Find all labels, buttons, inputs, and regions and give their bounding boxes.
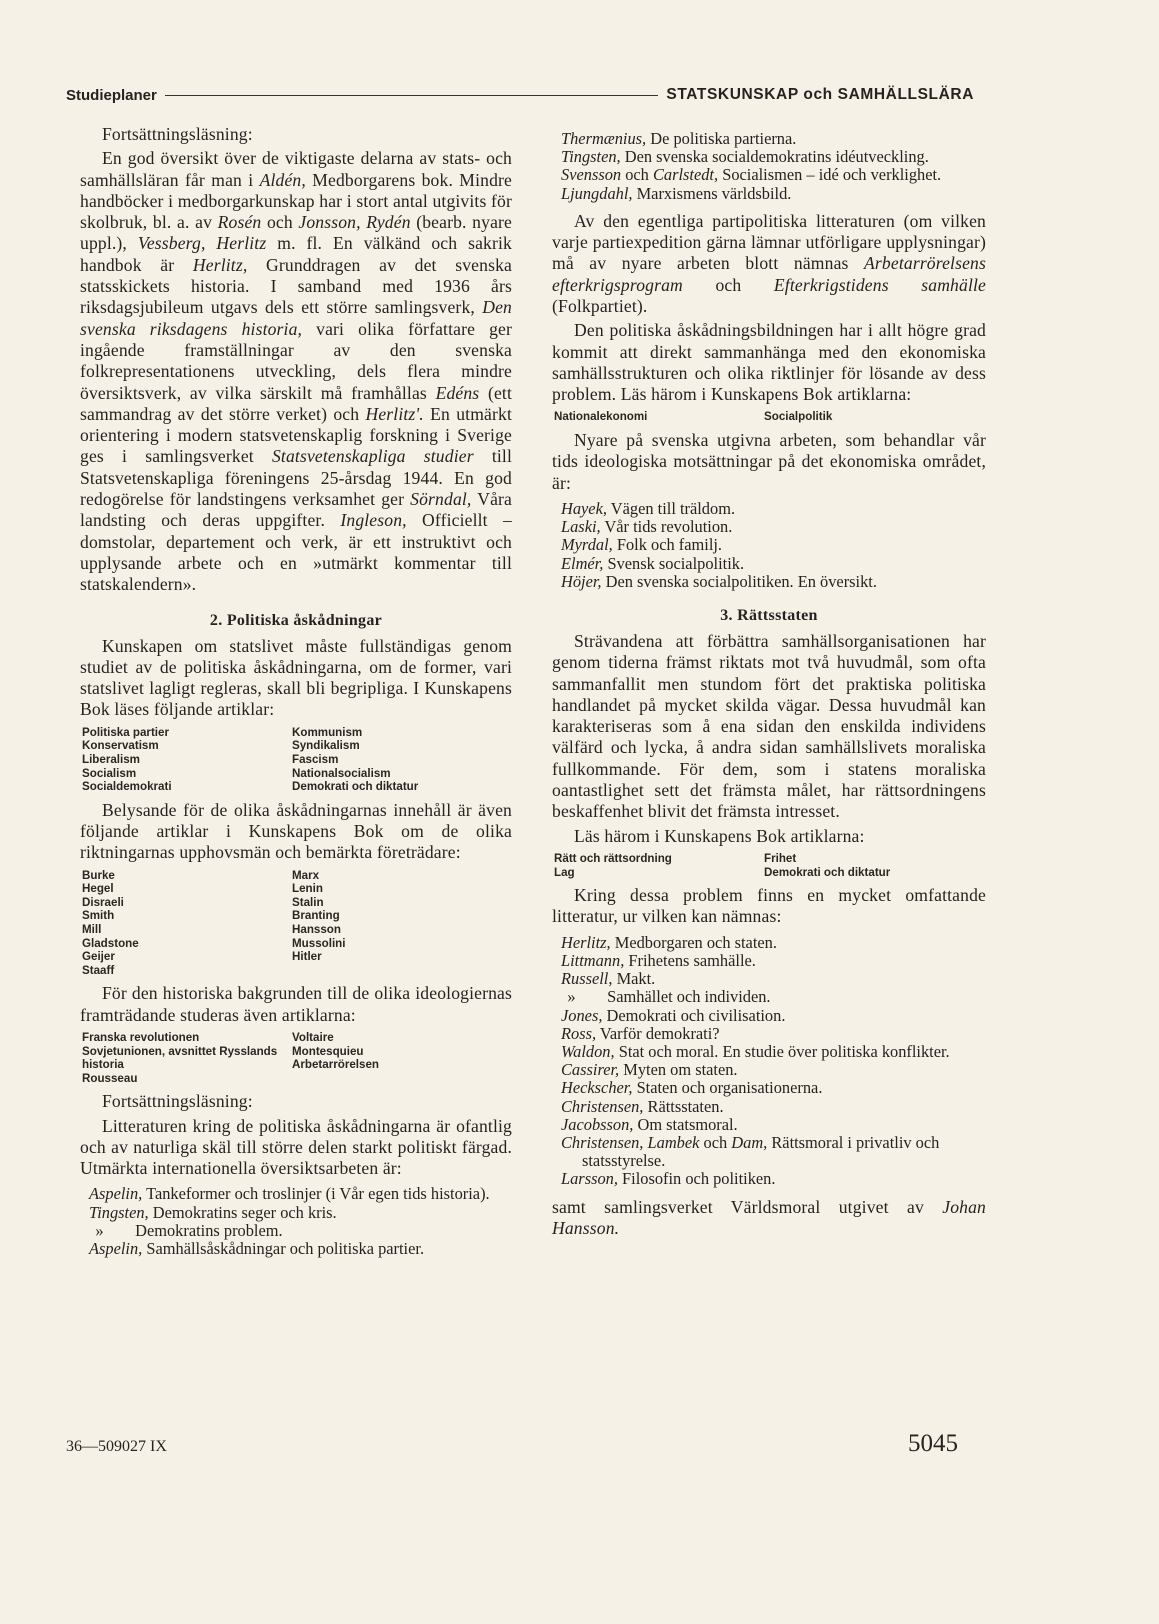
reference-title: Filosofin och politiken. (622, 1169, 776, 1189)
article-list-column (292, 726, 502, 794)
reference-author: Jacobsson, (561, 1114, 634, 1134)
reference-title: Tankeformer och troslinjer (i Vår egen tids historia). (146, 1184, 490, 1204)
reference-author: Höjer, (561, 571, 602, 591)
reference-author: Dam, (731, 1132, 768, 1152)
article-name: Voltaire (292, 1030, 334, 1044)
article-name: Hansson (292, 922, 341, 936)
italic-reference: Efterkrigstidens samhälle (773, 274, 986, 295)
reference-item (552, 1079, 986, 1097)
reference-item (552, 148, 986, 166)
article-list-column (554, 852, 764, 879)
reference-title: Medborgaren och staten. (614, 932, 777, 952)
text-run: Våra landsting och deras uppgifter. (80, 489, 512, 531)
article-name: Stalin (292, 895, 324, 909)
text-run: samt samlingsverket Världsmoral utgivet av (552, 1196, 943, 1217)
text-run: Strävandena att förbättra samhällsorganisationen har genom tiderna främst riktats mot två huvudmål, som ofta sammanfallit men stundom fört det praktiska politiska handlandet på mycket skilda vägar. Dessa huvudmål kan karakteriseras som å ena sidan den enskilda individens välfärd och lycka, å andra sidan samhällslivets moraliska fullkommande. För dem, som i statens moraliska oantastlighet sett det främsta målet, har rättsordningens beskaffenhet blivit det främsta intresset. (552, 630, 986, 822)
ditto-mark: » (567, 987, 576, 1007)
text-run: Fortsättningsläsning: (102, 1091, 253, 1112)
reference-author: Thermænius, (561, 129, 647, 148)
article-name: Syndikalism (292, 739, 360, 753)
left-column (80, 124, 512, 1266)
italic-reference: Herlitz, (192, 254, 248, 275)
article-name: Fascism (292, 752, 339, 766)
article-name: Arbetarrörelsen (292, 1058, 379, 1072)
section-heading: 3. Rättsstaten (720, 606, 818, 624)
section-heading: 2. Politiska åskådningar (209, 611, 383, 629)
article-name: Socialpolitik (764, 410, 833, 424)
reference-item (552, 1116, 986, 1134)
article-name: Hegel (82, 882, 114, 896)
article-name: Demokrati och diktatur (292, 780, 419, 794)
article-name: Lag (554, 865, 575, 879)
reference-title: Folk och familj. (616, 535, 723, 555)
reference-item (552, 1007, 986, 1025)
article-name: Nationalekonomi (554, 410, 648, 424)
article-list (82, 1031, 512, 1085)
reference-author: Laski, (561, 517, 601, 537)
reference-list (552, 934, 986, 1189)
italic-reference: Den svenska riksdagens historia, (80, 297, 512, 339)
italic-reference: Johan Hansson. (552, 1196, 986, 1238)
article-list-column (292, 869, 502, 978)
text-run: Kring dessa problem finns en mycket omfattande litteratur, ur vilken kan nämnas: (552, 885, 986, 927)
reference-author: Christensen, (561, 1096, 644, 1116)
reference-item (552, 130, 986, 148)
paragraph (552, 1197, 986, 1240)
text-run: Läs härom i Kunskapens Bok artiklarna: (574, 825, 865, 846)
text-run: (Folkpartiet). (552, 296, 648, 316)
reference-author: Jones, (561, 1005, 603, 1025)
paragraph (80, 800, 512, 864)
text-run: vari olika författare ger ingående framställningar av den svenska folkrepresentationens utveckling, dels flera mindre översiktsverk, av vilka särskilt må framhållas (80, 318, 512, 403)
article-name: Franska revolutionen (82, 1030, 200, 1044)
text-run: Den politiska åskådningsbildningen har i allt högre grad kommit att direkt sammanhänga med den ekonomiska samhällsstrukturen och olika riktlinjer för lösande av dess problem. Läs härom i Kunskapens Bok artiklarna: (552, 320, 986, 405)
italic-reference: Vessberg, Herlitz (137, 233, 267, 254)
reference-title: Vår tids revolution. (604, 517, 733, 537)
reference-item (552, 988, 986, 1006)
text-run: Litteraturen kring de politiska åskådningarna är ofantlig och av naturliga skäl till större delen starkt politiskt färgad. Utmärkta internationella översiktsarbeten är: (80, 1115, 512, 1179)
article-name: Liberalism (82, 752, 140, 766)
article-name: Burke (82, 868, 115, 882)
header-section-label: Studieplaner (66, 86, 157, 104)
reference-author: Elmér, (561, 553, 604, 573)
reference-author: Russell, (561, 969, 613, 989)
reference-title: Makt. (616, 969, 656, 989)
article-name: Rousseau (82, 1071, 138, 1085)
text-run: En utmärkt orientering i modern statsvetenskaplig forskning i Sverige ges i samlingsverket (80, 403, 512, 467)
article-name: Mill (82, 922, 102, 936)
italic-reference: Ingleson, (340, 510, 407, 531)
paragraph (552, 631, 986, 823)
article-name: Frihet (764, 851, 797, 865)
paragraph (552, 320, 986, 405)
reference-title: De politiska partierna. (650, 129, 797, 148)
reference-title: Socialismen – idé och verklighet. (722, 165, 942, 185)
paragraph (552, 826, 986, 847)
reference-author: Myrdal, (561, 535, 613, 555)
text-run: Belysande för de olika åskådningarnas innehåll är även följande artiklar i Kunskapens Bok om de olika riktningarnas upphovsmän och bemärkta företrädare: (80, 799, 512, 863)
italic-reference: Aldén, (259, 169, 306, 190)
paragraph (80, 148, 512, 595)
italic-reference: Arbetarrörelsens efterkrigsprogram (552, 253, 986, 295)
reference-title: Rättsmoral i privatliv och statsstyrelse. (582, 1132, 940, 1171)
article-name: Marx (292, 868, 320, 882)
reference-item (80, 1204, 512, 1222)
reference-title: Stat och moral. En studie över politiska konflikter. (618, 1041, 950, 1061)
article-name: Politiska partier (82, 725, 169, 739)
reference-item (552, 185, 986, 203)
reference-author: Cassirer, (561, 1060, 620, 1080)
reference-item (552, 536, 986, 554)
reference-item (552, 934, 986, 952)
reference-item (80, 1185, 512, 1203)
reference-title: Demokratins problem. (135, 1220, 283, 1240)
reference-item (552, 970, 986, 988)
reference-author: Littmann, (561, 950, 625, 970)
text-run: (ett sammandrag av det större verket) och (80, 382, 513, 424)
reference-title: Demokrati och civilisation. (606, 1005, 786, 1025)
running-header (66, 86, 974, 104)
text-run: Kunskapen om statslivet måste fullständigas genom studiet av de politiska åskådningarna, om de former, vari statslivet lagligt regleras, skall bli begripliga. I Kunskapens Bok läses följande artiklar: (80, 635, 512, 720)
reference-author: Tingsten, (89, 1202, 149, 1222)
reference-author: Svensson (561, 165, 622, 185)
text-run: Nyare på svenska utgivna arbeten, som behandlar vår tids ideologiska motsättningar på det ekonomiska området, är: (552, 430, 986, 493)
text-run: och (261, 212, 299, 233)
article-list (554, 410, 986, 424)
reference-item (552, 1134, 986, 1170)
text-run: m. fl. En välkänd och sakrik handbok är (80, 233, 512, 275)
paragraph (552, 211, 986, 317)
text-run: Officiellt – domstolar, departement och verk, är ett instruktivt och upplysande arbete och en »utmärkt kommentar till statskalendern». (80, 510, 512, 595)
reference-title: Samhällsåskådningar och politiska partier. (146, 1239, 425, 1259)
article-list (554, 852, 986, 879)
reference-item (552, 166, 986, 184)
reference-item (80, 1240, 512, 1258)
article-name: Smith (82, 909, 115, 923)
reference-item (552, 952, 986, 970)
reference-conjunction: och (621, 165, 653, 185)
reference-author: Heckscher, (561, 1078, 633, 1098)
paragraph (552, 885, 986, 928)
article-name: Geijer (82, 950, 115, 964)
article-list-column (764, 852, 974, 879)
italic-reference: Rosén (217, 212, 262, 233)
article-name: Mussolini (292, 936, 346, 950)
reference-author: Hayek, (561, 498, 607, 518)
reference-author: Carlstedt, (652, 165, 719, 185)
article-name: Nationalsocialism (292, 766, 391, 780)
text-run: och (682, 274, 774, 295)
reference-item (552, 1043, 986, 1061)
reference-title: Varför demokrati? (599, 1023, 720, 1043)
text-run: Medborgarens bok. Mindre handböcker i medborgarkunskap har i stort antal utgivits för skolbruk, bl. a. av (80, 169, 512, 233)
reference-title: Om statsmoral. (637, 1114, 738, 1134)
reference-title: Samhället och individen. (607, 987, 771, 1007)
article-list (82, 726, 512, 794)
article-name: Montesquieu (292, 1044, 364, 1058)
article-list-column (82, 726, 292, 794)
text-run: Fortsättningsläsning: (102, 124, 253, 144)
reference-title: Staten och organisationerna. (636, 1078, 823, 1098)
reference-title: Myten om staten. (623, 1060, 738, 1080)
reference-title: Vägen till träldom. (610, 498, 736, 518)
article-list (82, 869, 512, 978)
article-name: Branting (292, 909, 340, 923)
ditto-mark: » (95, 1220, 104, 1240)
article-name: Rätt och rättsordning (554, 851, 672, 865)
article-name: Lenin (292, 882, 323, 896)
reference-conjunction: och (699, 1132, 732, 1152)
reference-item (80, 1222, 512, 1240)
text-run: Grunddragen av det svenska statsskickets historia. I samband med 1936 års riksdagsjubileum utgavs dels ett större samlingsverk, (80, 254, 512, 318)
paragraph (80, 636, 512, 721)
reference-title: Marxismens världsbild. (636, 183, 792, 203)
reference-list (80, 1185, 512, 1258)
paragraph (552, 430, 986, 494)
reference-author: Aspelin, (89, 1239, 143, 1259)
article-list-column (764, 410, 974, 424)
reference-title: Svensk socialpolitik. (607, 553, 745, 573)
text-run: Av den egentliga partipolitiska litteraturen (om vilken varje partiexpedition gärna lämnar utförligare upplysningar) må av nyare arbeten blott nämnas (552, 210, 986, 274)
reference-item (552, 500, 986, 518)
article-name: Socialdemokrati (82, 780, 172, 794)
reference-author: Ross, (561, 1023, 597, 1043)
article-name: Socialism (82, 766, 137, 780)
text-run: (bearb. nyare uppl.), (80, 212, 513, 254)
reference-author: Ljungdahl, (561, 183, 633, 203)
paragraph (80, 1091, 512, 1112)
header-rule (165, 95, 659, 96)
reference-item (552, 1170, 986, 1188)
reference-list (552, 500, 986, 591)
reference-item (552, 518, 986, 536)
article-name: Demokrati och diktatur (764, 865, 891, 879)
article-list-column (292, 1031, 502, 1085)
header-subject-title: STATSKUNSKAP och SAMHÄLLSLÄRA (666, 86, 974, 103)
reference-title: Demokratins seger och kris. (152, 1202, 337, 1222)
reference-item (552, 1061, 986, 1079)
article-list-column (554, 410, 764, 424)
text-run: En god översikt över de viktigaste delarna av stats- och samhällsläran får man i (80, 148, 512, 190)
reference-item (552, 573, 986, 591)
reference-title: Den svenska socialdemokratins idéutveckling. (624, 147, 929, 167)
reference-item (552, 1025, 986, 1043)
reference-list (552, 130, 986, 203)
article-name: Hitler (292, 950, 322, 964)
article-list-column (82, 1031, 292, 1085)
article-list-column (82, 869, 292, 978)
article-name: Staaff (82, 963, 115, 977)
article-name: Disraeli (82, 895, 124, 909)
article-name: Konservatism (82, 739, 159, 753)
paragraph (80, 1116, 512, 1180)
reference-author: Tingsten, (561, 147, 621, 167)
text-run: till Statsvetenskapliga föreningens 25-årsdag 1944. En god redogörelse för landstingens verksamhet ger (80, 446, 512, 510)
reference-author: Larsson, (561, 1169, 618, 1189)
footer-print-code: 36—509027 IX (66, 1438, 167, 1455)
paragraph (80, 983, 512, 1026)
reference-author: Herlitz, (561, 932, 611, 952)
article-name: Sovjetunionen, avsnittet Rysslands historia (82, 1044, 278, 1072)
text-run: För den historiska bakgrunden till de olika ideologiernas framträdande studeras även artiklarna: (80, 983, 512, 1025)
italic-reference: Herlitz'. (365, 403, 424, 424)
right-column (552, 124, 986, 1242)
italic-reference: Sörndal, (410, 489, 472, 510)
page-number: 5045 (908, 1430, 958, 1457)
paragraph (80, 124, 512, 145)
reference-title: Frihetens samhälle. (628, 950, 756, 970)
reference-title: Den svenska socialpolitiken. En översikt. (605, 571, 877, 591)
article-name: Gladstone (82, 936, 139, 950)
italic-reference: Statsvetenskapliga studier (271, 446, 474, 467)
article-name: Kommunism (292, 725, 363, 739)
reference-author: Aspelin, (89, 1184, 143, 1204)
reference-author: Waldon, (561, 1041, 615, 1061)
reference-author: Christensen, Lambek (561, 1132, 700, 1152)
reference-item (552, 1098, 986, 1116)
reference-item (552, 555, 986, 573)
italic-reference: Edéns (435, 382, 480, 403)
italic-reference: Jonsson, Rydén (298, 212, 411, 233)
reference-title: Rättsstaten. (647, 1096, 724, 1116)
